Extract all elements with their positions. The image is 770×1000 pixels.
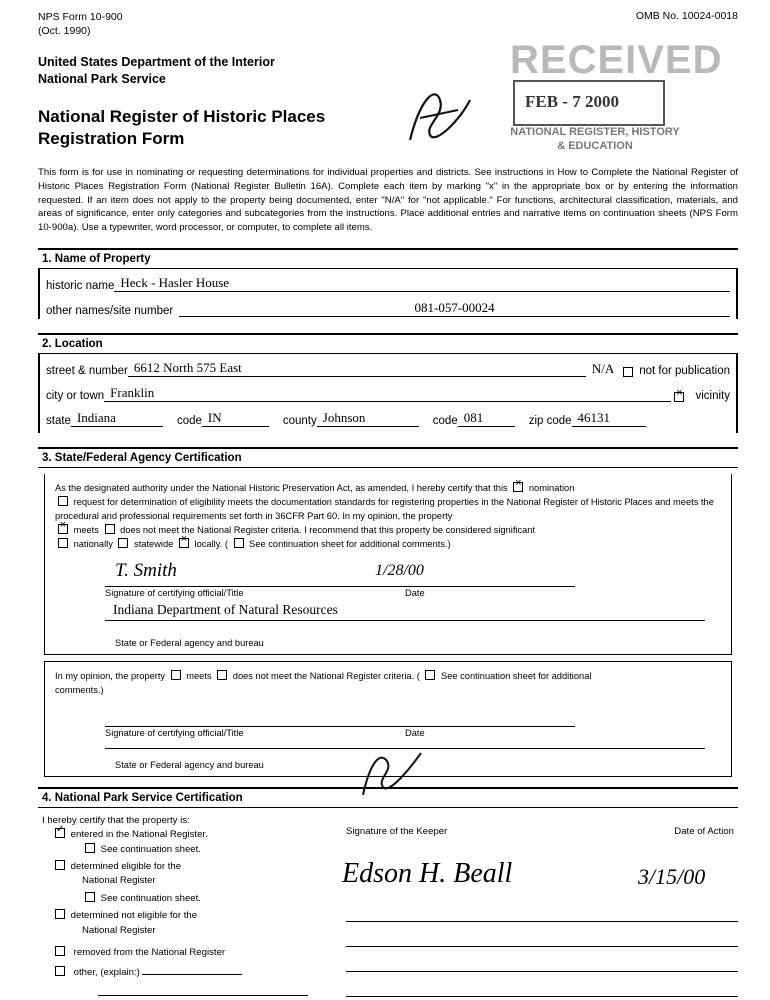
certifying-official-date: 1/28/00: [375, 562, 424, 580]
see-continuation-checkbox-3[interactable]: [234, 538, 244, 548]
opinion-text-a: In my opinion, the property: [55, 671, 166, 682]
section-4-heading: 4. National Park Service Certification: [42, 791, 243, 804]
locally-checkbox[interactable]: [179, 538, 189, 548]
agency-line-1: United States Department of the Interior: [38, 55, 275, 70]
form-title-line-2: Registration Form: [38, 129, 185, 149]
statewide-checkbox[interactable]: [118, 538, 128, 548]
removed-from-register-label: removed from the National Register: [73, 947, 226, 959]
form-revision-date: (Oct. 1990): [38, 25, 91, 38]
historic-name-row: [40, 269, 736, 294]
date-of-action-caption: Date of Action: [674, 825, 734, 837]
section-3-state-federal-certification: [38, 447, 738, 777]
received-stamp-date: FEB - 7 2000: [525, 92, 619, 111]
received-stamp-date-box: [513, 80, 665, 126]
statewide-label: statewide: [134, 539, 174, 550]
received-stamp-office: [510, 126, 680, 154]
certification-statement: [45, 474, 731, 558]
received-stamp-office-line-2: & EDUCATION: [557, 139, 633, 152]
certifying-official-signature-block: [45, 558, 731, 636]
see-continuation-checkbox-4b[interactable]: [85, 892, 95, 902]
handwritten-mark-top: [400, 80, 490, 160]
see-continuation-checkbox-4a[interactable]: [85, 843, 95, 853]
nomination-label: nomination: [528, 483, 575, 494]
agency-bureau-caption-3b: State or Federal agency and bureau: [115, 759, 264, 770]
agency-line-2: National Park Service: [38, 72, 166, 87]
nomination-checkbox[interactable]: [513, 482, 523, 492]
meets-label: meets: [73, 525, 99, 536]
agency-bureau-caption-3: State or Federal agency and bureau: [115, 638, 264, 649]
certify-label: I hereby certify that the property is:: [42, 814, 190, 826]
historic-name-value[interactable]: Heck - Hasler House: [114, 275, 356, 292]
locally-label: locally. (: [194, 539, 228, 550]
city-value[interactable]: Franklin: [104, 385, 216, 402]
date-caption-3b: Date: [405, 727, 425, 738]
meets-checkbox[interactable]: [58, 524, 68, 534]
form-header-row: [38, 10, 738, 38]
see-continuation-label-4b: See continuation sheet.: [100, 892, 201, 904]
certifying-official-signature: T. Smith: [115, 560, 177, 582]
street-row: [40, 354, 736, 379]
cert-para-1b: request for determination of eligibility meets the documentation standards for registering properties in the National Register of Historic Places and meets the procedural and professional requirements set forth in 36CFR Part 60. In my opinion, the property: [55, 497, 714, 522]
does-not-meet-checkbox[interactable]: [105, 524, 115, 534]
state-agency-value: Indiana Department of Natural Resources: [113, 602, 338, 618]
other-names-row: [40, 294, 736, 319]
determined-not-eligible-label-2: National Register: [82, 924, 156, 936]
other-names-label: other names/site number: [46, 305, 174, 318]
zip-value[interactable]: 46131: [572, 410, 646, 427]
vicinity-label: vicinity: [695, 390, 730, 403]
entered-in-register-label: entered in the National Register.: [70, 829, 208, 841]
determined-eligible-checkbox[interactable]: [55, 860, 65, 870]
zip-label: zip code: [528, 415, 572, 428]
request-determination-checkbox[interactable]: [58, 496, 68, 506]
signature-caption-3: Signature of certifying official/Title: [105, 588, 244, 599]
section-1-name-of-property: [38, 248, 738, 319]
removed-from-register-checkbox[interactable]: [55, 946, 65, 956]
opinion-does-not-meet-label: does not meet the National Register criteria. (: [232, 671, 420, 682]
signature-caption-3b: Signature of certifying official/Title: [105, 727, 244, 738]
state-code-label: code: [176, 415, 202, 428]
entered-in-register-checkbox[interactable]: [55, 828, 65, 838]
county-code-value[interactable]: 081: [458, 410, 515, 427]
other-names-value[interactable]: 081-057-00024: [374, 300, 536, 317]
nps-options-column: [38, 814, 338, 997]
see-continuation-label-4a: See continuation sheet.: [100, 843, 201, 855]
determined-eligible-label: determined eligible for the: [70, 861, 182, 873]
opinion-meets-checkbox[interactable]: [171, 670, 181, 680]
historic-name-label: historic name: [46, 280, 115, 293]
keeper-date: 3/15/00: [638, 863, 706, 889]
vicinity-checkbox[interactable]: [674, 392, 684, 402]
section-2-heading: 2. Location: [42, 338, 103, 351]
received-stamp-office-line-1: NATIONAL REGISTER, HISTORY: [510, 126, 680, 138]
handwritten-mark-keeper: [355, 745, 435, 805]
see-continuation-label-3: See continuation sheet for additional comments.): [249, 539, 451, 550]
opinion-see-continuation-label-2: comments.): [55, 684, 104, 695]
opinion-see-continuation-checkbox[interactable]: [425, 670, 435, 680]
section-4-nps-certification: [38, 787, 738, 997]
street-na-value: N/A: [591, 361, 615, 377]
keeper-signature-caption: Signature of the Keeper: [346, 825, 448, 837]
omb-number: OMB No. 10024-0018: [635, 10, 738, 22]
section-1-heading: 1. Name of Property: [42, 253, 151, 266]
form-instructions: This form is for use in nominating or requesting determinations for individual properties and districts. See instructions in How to Complete the National Register of Historic Places Registration Form (National Register Bulletin 16A). Complete each item by marking "x" in the appropriate box or by entering the information requested. If an item does not apply to the property being documented, enter "N/A" for "not applicable." For functions, architectural classification, materials, and areas of significance, enter only categories and subcategories from the instructions. Place additional entries and narrative items on continuation sheets (NPS Form 10-900a). Use a typewriter, word processor, or computer, to complete all items.: [38, 167, 738, 233]
opinion-does-not-meet-checkbox[interactable]: [217, 670, 227, 680]
cert-para-1a: As the designated authority under the National Historic Preservation Act, as amended, I hereby certify that this: [55, 483, 508, 494]
keeper-signature: Edson H. Beall: [342, 857, 513, 889]
county-code-label: code: [432, 415, 458, 428]
section-3-heading: 3. State/Federal Agency Certification: [42, 452, 242, 465]
does-not-meet-label: does not meet the National Register criteria. I recommend that this property be considered significant: [120, 525, 536, 536]
determined-not-eligible-label: determined not eligible for the: [70, 910, 198, 922]
other-explain-label: other, (explain:): [73, 967, 140, 979]
county-label: county: [282, 415, 317, 428]
state-value[interactable]: Indiana: [71, 410, 163, 427]
opinion-see-continuation-label: See continuation sheet for additional: [441, 671, 592, 682]
street-value[interactable]: 6612 North 575 East: [128, 360, 330, 377]
determined-eligible-label-2: National Register: [82, 875, 156, 887]
state-label: state: [46, 415, 71, 428]
keeper-column: [338, 814, 738, 997]
received-stamp: [510, 38, 723, 168]
not-for-publication-label: not for publication: [639, 365, 730, 378]
nationally-label: nationally: [73, 539, 113, 550]
nationally-checkbox[interactable]: [58, 538, 68, 548]
city-row: [40, 379, 736, 404]
state-code-value[interactable]: IN: [202, 410, 269, 427]
not-for-publication-checkbox[interactable]: [623, 367, 633, 377]
date-caption-3: Date: [405, 588, 425, 599]
street-label: street & number: [46, 365, 128, 378]
state-county-row: [40, 404, 736, 433]
received-stamp-word: RECEIVED: [510, 38, 723, 82]
form-title-line-1: National Register of Historic Places: [38, 107, 326, 127]
form-number: NPS Form 10-900: [38, 11, 123, 23]
city-label: city or town: [46, 390, 105, 403]
determined-not-eligible-checkbox[interactable]: [55, 909, 65, 919]
section-2-location: [38, 333, 738, 433]
opinion-meets-label: meets: [186, 671, 212, 682]
county-value[interactable]: Johnson: [317, 410, 419, 427]
other-explain-checkbox[interactable]: [55, 966, 65, 976]
